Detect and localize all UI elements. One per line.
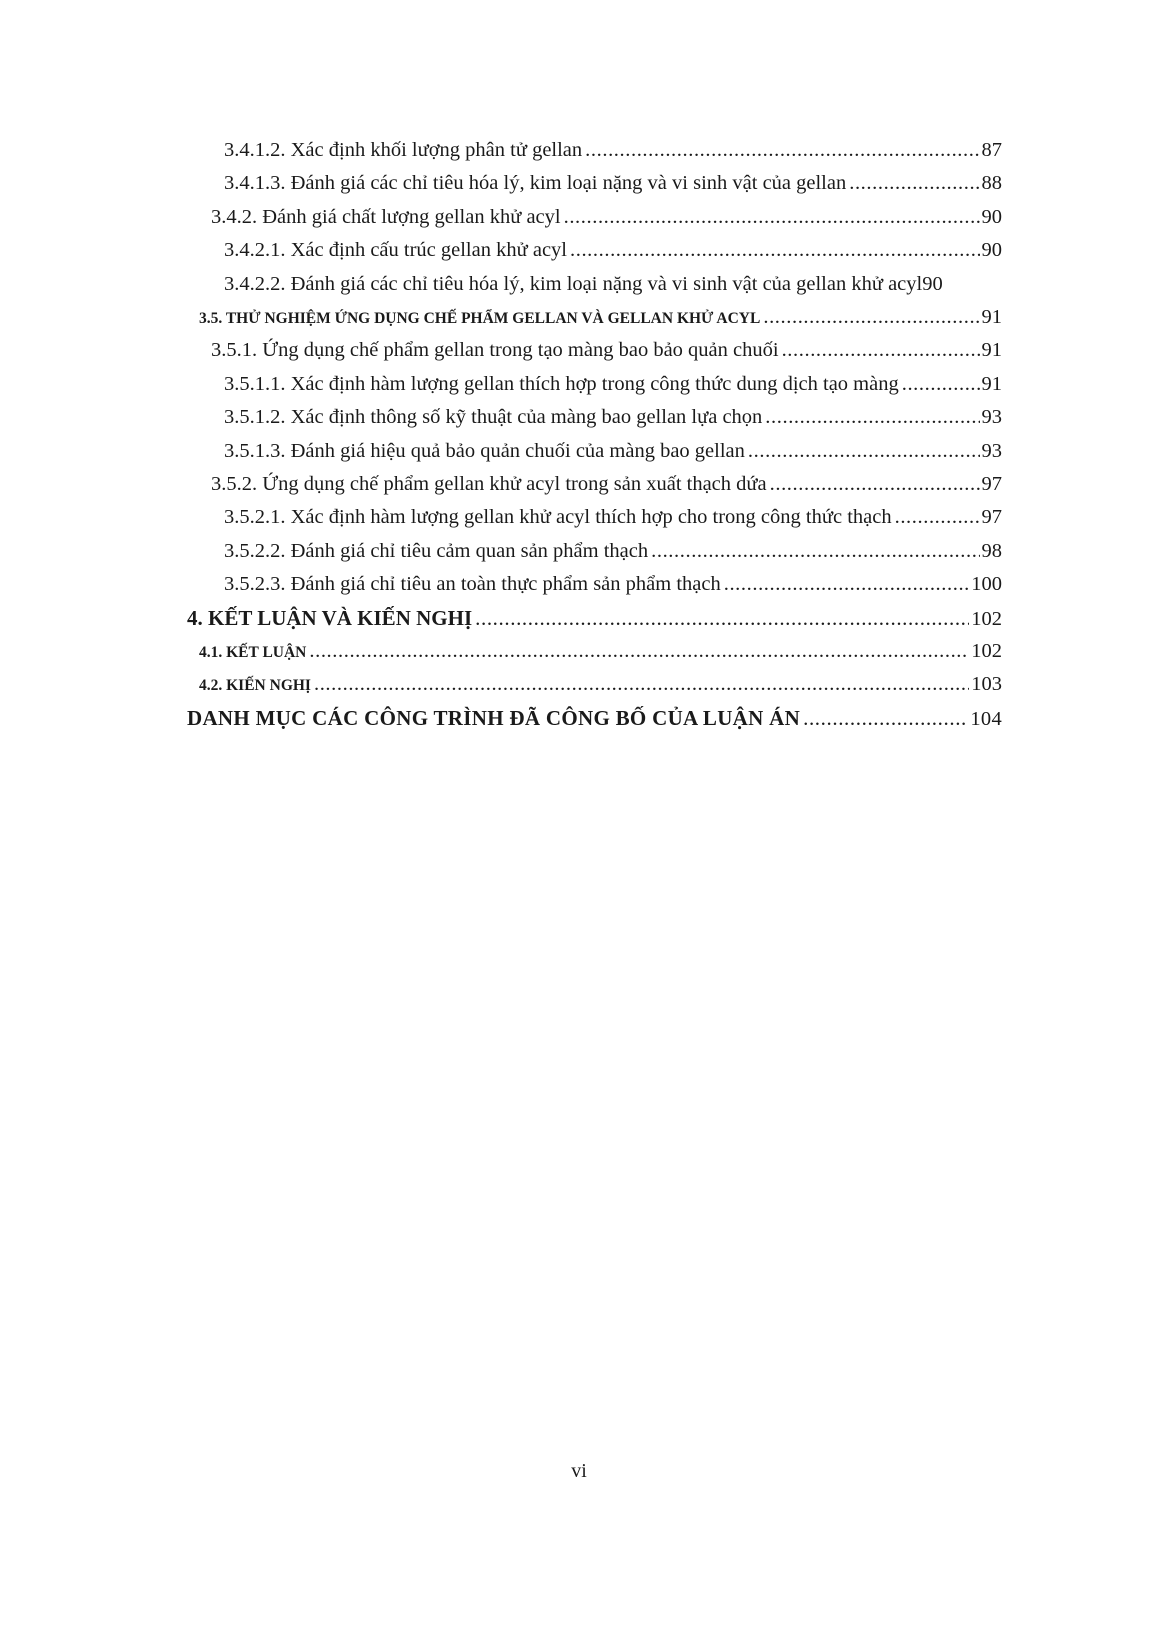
toc-dot-leader: [748, 434, 980, 468]
toc-entry[interactable]: [224, 534, 1002, 568]
toc-dot-leader: [895, 500, 980, 534]
toc-entry-title: 3.4.2.1. Xác định cấu trúc gellan khử acyl: [224, 239, 567, 262]
toc-entry[interactable]: [187, 701, 1002, 735]
toc-entry-page: 100: [971, 573, 1002, 596]
toc-entry[interactable]: [211, 200, 1002, 234]
toc-entry[interactable]: [224, 567, 1002, 601]
toc-dot-leader: [902, 367, 980, 401]
toc-entry-page: 93: [981, 439, 1002, 462]
toc-dot-leader: [803, 701, 968, 735]
toc-entry-page: 91: [981, 339, 1002, 362]
toc-dot-leader: [651, 534, 979, 568]
toc-entry-title: 3.5.1.3. Đánh giá hiệu quả bảo quản chuối của màng bao gellan: [224, 439, 745, 462]
toc-entry-title: 4.1. KẾT LUẬN: [199, 644, 307, 661]
toc-entry-page: 104: [970, 707, 1002, 730]
toc-entry-page: 91: [981, 372, 1002, 395]
toc-entry[interactable]: [224, 233, 1002, 267]
toc-entry-title: 3.5.1. Ứng dụng chế phẩm gellan trong tạo màng bao bảo quản chuối: [211, 339, 779, 362]
toc-entry[interactable]: [224, 267, 1002, 301]
toc-entry[interactable]: [224, 367, 1002, 401]
toc-entry-title: 3.5.1.2. Xác định thông số kỹ thuật của màng bao gellan lựa chọn: [224, 406, 763, 429]
toc-entry-page: 93: [981, 406, 1002, 429]
toc-entry-title: 3.5.1.1. Xác định hàm lượng gellan thích hợp trong công thức dung dịch tạo màng: [224, 372, 899, 395]
toc-entry[interactable]: [199, 634, 1002, 668]
toc-entry-title: 3.4.2. Đánh giá chất lượng gellan khử acyl: [211, 205, 561, 228]
toc-entry-title: 3.5.2.3. Đánh giá chỉ tiêu an toàn thực phẩm sản phẩm thạch: [224, 573, 721, 596]
toc-entry-page: 91: [981, 306, 1002, 328]
toc-entry-title: DANH MỤC CÁC CÔNG TRÌNH ĐÃ CÔNG BỐ CỦA LUẬN ÁN: [187, 705, 801, 730]
page-number: vi: [571, 1460, 587, 1482]
toc-entry-page: 87: [981, 139, 1002, 161]
toc-dot-leader: [763, 300, 979, 334]
toc-dot-leader: [765, 400, 979, 434]
toc-entry-page: 97: [981, 506, 1002, 529]
toc-entry[interactable]: [224, 400, 1002, 434]
toc-entry[interactable]: [199, 667, 1002, 701]
toc-entry-title: 3.4.2.2. Đánh giá các chỉ tiêu hóa lý, kim loại nặng và vi sinh vật của gellan khử acyl: [224, 272, 923, 295]
toc-entry-page: 88: [981, 172, 1002, 195]
toc-entry[interactable]: [224, 166, 1002, 200]
toc-entry-page: 90: [981, 205, 1002, 228]
toc-entry-page: 90: [922, 272, 943, 295]
toc-entry-title: 3.5.2.2. Đánh giá chỉ tiêu cảm quan sản phẩm thạch: [224, 539, 649, 562]
toc-entry-page: 102: [971, 640, 1002, 662]
toc-entry-page: 103: [971, 673, 1002, 696]
toc-dot-leader: [309, 634, 969, 668]
toc-dot-leader: [475, 601, 969, 635]
toc-entry[interactable]: [224, 434, 1002, 468]
toc-entry-title: 3.5. THỬ NGHIỆM ỨNG DỤNG CHẾ PHẨM GELLAN VÀ GELLAN KHỬ ACYL: [199, 310, 761, 327]
toc-entry-title: 4. KẾT LUẬN VÀ KIẾN NGHỊ: [187, 605, 473, 630]
toc-entry[interactable]: [211, 467, 1002, 501]
toc-dot-leader: [724, 567, 970, 601]
toc-dot-leader: [782, 333, 980, 367]
toc-entry[interactable]: [224, 133, 1002, 167]
toc-entry-page: 102: [971, 607, 1002, 630]
toc-dot-leader: [570, 233, 980, 267]
toc-dot-leader: [849, 166, 979, 200]
toc-entry[interactable]: [211, 333, 1002, 367]
toc-dot-leader: [585, 133, 979, 167]
toc-entry-title: 3.4.1.2. Xác định khối lượng phân tử gellan: [224, 139, 583, 161]
toc-dot-leader: [564, 200, 980, 234]
toc-entry[interactable]: [199, 300, 1002, 334]
toc-entry-title: 3.5.2.1. Xác định hàm lượng gellan khử acyl thích hợp cho trong công thức thạch: [224, 506, 892, 529]
toc-entry[interactable]: [187, 601, 1002, 635]
toc-dot-leader: [770, 467, 980, 501]
toc-dot-leader: [314, 667, 969, 701]
toc-entry-page: 97: [981, 473, 1002, 495]
toc-entry-page: 90: [981, 239, 1002, 262]
toc-entry-title: 3.5.2. Ứng dụng chế phẩm gellan khử acyl trong sản xuất thạch dứa: [211, 473, 767, 495]
toc-entry-title: 4.2. KIẾN NGHỊ: [199, 677, 311, 695]
toc-entry[interactable]: [224, 500, 1002, 534]
toc-entry-page: 98: [981, 539, 1002, 562]
toc-entry-title: 3.4.1.3. Đánh giá các chỉ tiêu hóa lý, kim loại nặng và vi sinh vật của gellan: [224, 172, 847, 195]
